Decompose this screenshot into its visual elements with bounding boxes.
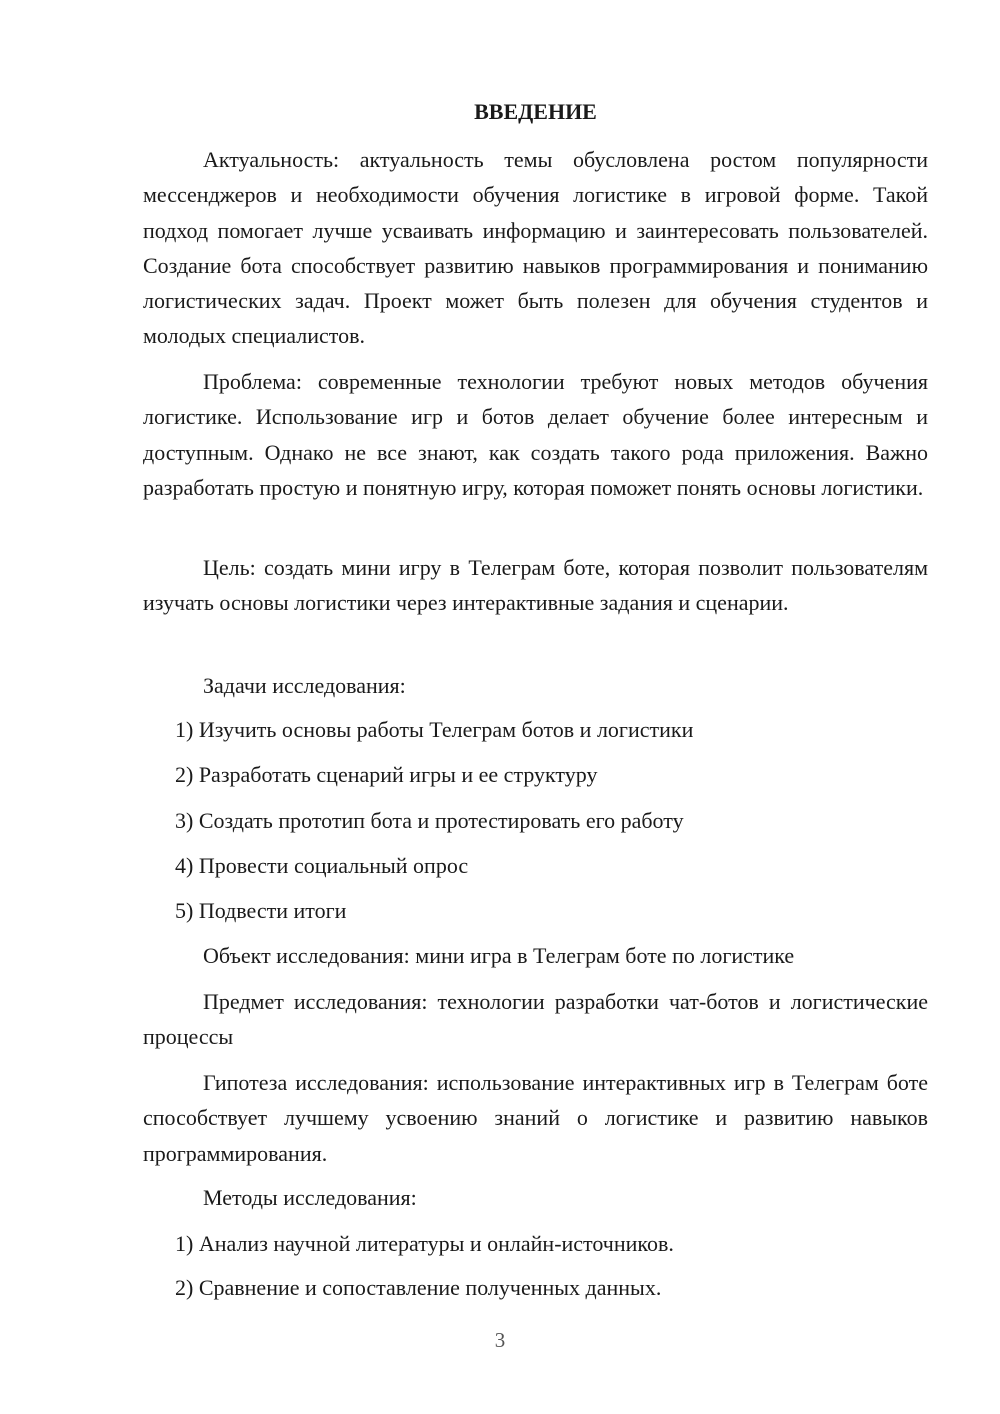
page-number: 3 [494,1328,506,1352]
problem-paragraph: Проблема: современные технологии требуют новых методов обучения логистике. Использование игр и ботов делает обучение более интересным и доступным. Однако не все знают, как создать такого рода приложения. Важно разработать простую и понятную игру, которая поможет понять основы логистики. [143,369,928,500]
task-item: 5) Подвести итоги [175,898,347,923]
task-item: 4) Провести социальный опрос [175,853,469,878]
tasks-heading: Задачи исследования: [203,673,406,698]
goal-paragraph: Цель: создать мини игру в Телеграм боте, которая позволит пользователям изучать основы логистики через интерактивные задания и сценарии. [143,555,928,616]
hypothesis-paragraph: Гипотеза исследования: использование интерактивных игр в Телеграм боте способствует лучшему усвоению знаний о логистике и развитию навыков программирования. [143,1070,928,1166]
task-item: 1) Изучить основы работы Телеграм ботов и логистики [175,717,694,742]
methods-heading: Методы исследования: [203,1185,417,1210]
task-item: 3) Создать прототип бота и протестировать его работу [175,808,684,833]
method-item: 2) Сравнение и сопоставление полученных данных. [175,1275,662,1300]
object-line: Объект исследования: мини игра в Телеграм боте по логистике [203,943,795,968]
page-title: ВВЕДЕНИЕ [474,99,597,124]
relevance-paragraph: Актуальность: актуальность темы обусловлена ростом популярности мессенджеров и необходимости обучения логистике в игровой форме. Такой подход помогает лучше усваивать информацию и заинтересовать пользователей. Создание бота способствует развитию навыков программирования и пониманию логистических задач. Проект может быть полезен для обучения студентов и молодых специалистов. [143,147,928,349]
method-item: 1) Анализ научной литературы и онлайн-источников. [175,1231,674,1256]
task-item: 2) Разработать сценарий игры и ее структуру [175,762,598,787]
subject-paragraph: Предмет исследования: технологии разработки чат-ботов и логистические процессы [143,989,928,1050]
